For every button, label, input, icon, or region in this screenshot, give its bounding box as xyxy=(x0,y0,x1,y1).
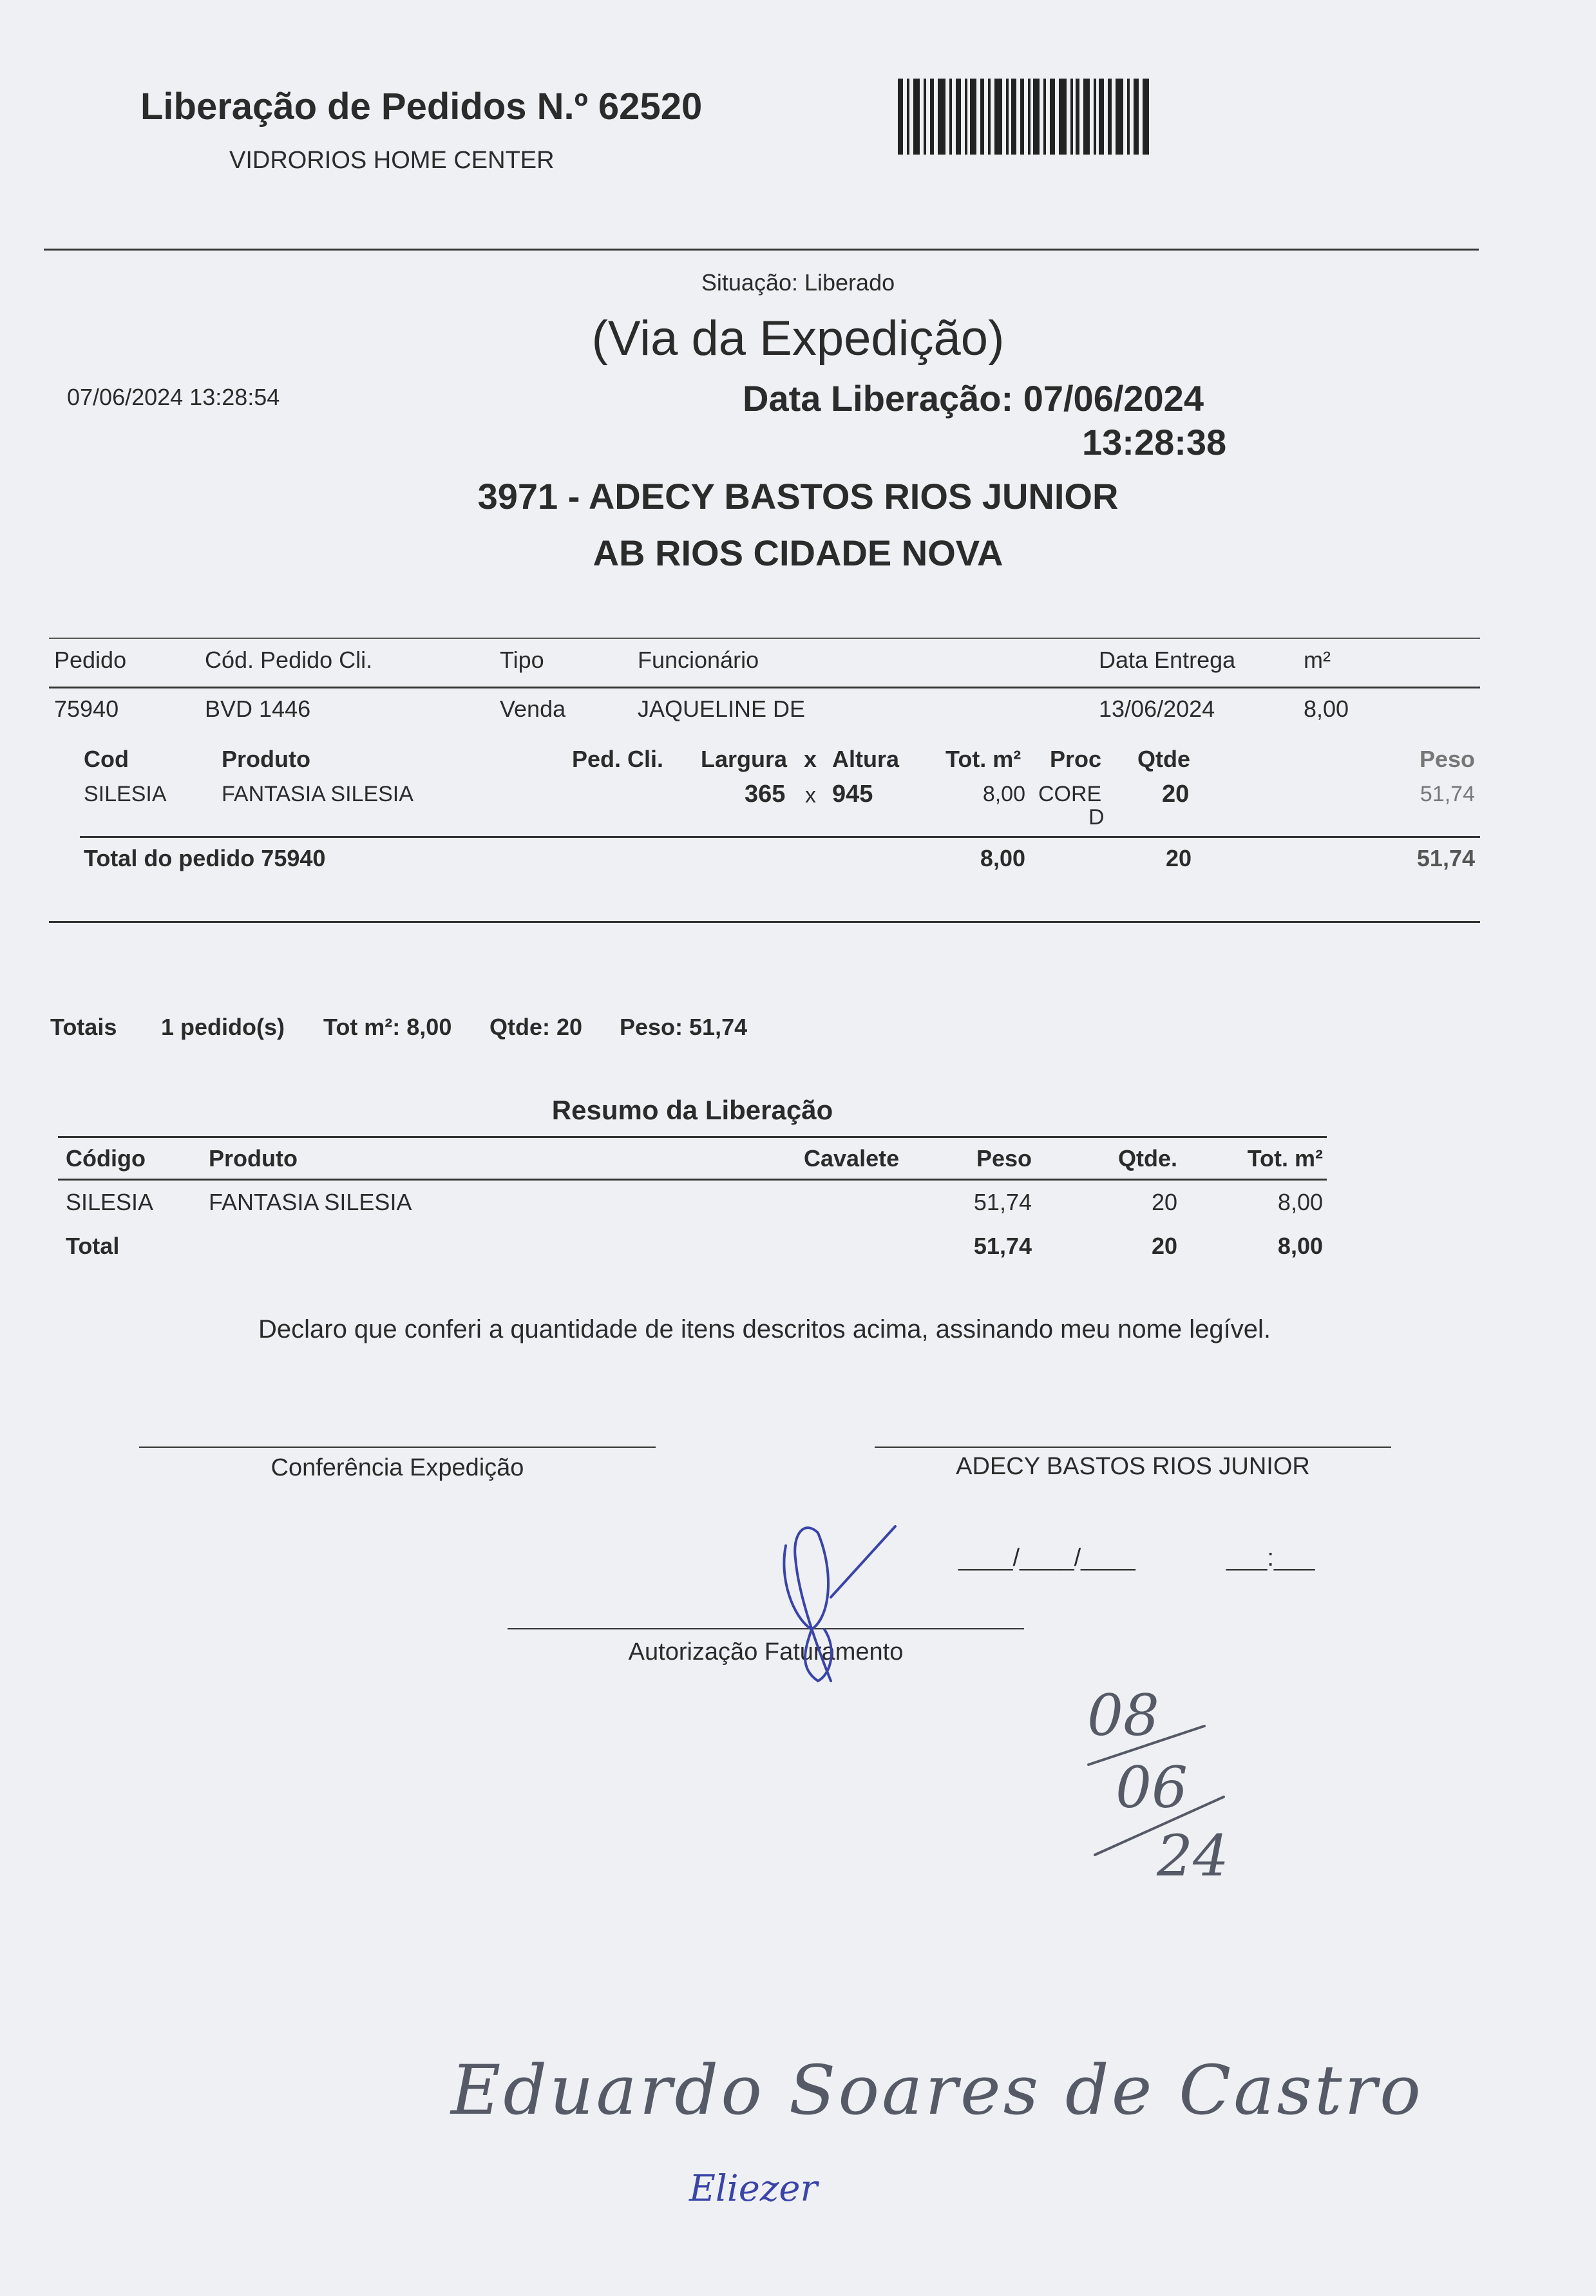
resumo-row-qtde: 20 xyxy=(1151,1189,1177,1215)
autorizacao-signature xyxy=(760,1520,908,1694)
resumo-total-qtde: 20 xyxy=(1151,1233,1177,1259)
col-largura: Largura xyxy=(701,746,788,772)
resumo-col-cavalete: Cavalete xyxy=(804,1145,900,1172)
order-total-m2: 8,00 xyxy=(980,845,1025,871)
totais-label: Totais xyxy=(50,1014,117,1040)
col-altura: Altura xyxy=(832,746,900,772)
barcode xyxy=(898,79,1149,155)
col-tot-m2: Tot. m² xyxy=(945,746,1021,772)
items-total-rule xyxy=(80,836,1480,838)
resumo-row-peso: 51,74 xyxy=(973,1189,1032,1215)
resumo-col-codigo: Código xyxy=(66,1145,146,1172)
conferencia-signature-line xyxy=(139,1447,656,1448)
order-total-qtde: 20 xyxy=(1166,845,1192,871)
item-tot-m2: 8,00 xyxy=(982,782,1025,806)
resumo-total-peso: 51,74 xyxy=(973,1233,1032,1259)
declaration-text: Declaro que conferi a quantidade de itens descritos acima, assinando meu nome legível. xyxy=(258,1315,1271,1343)
item-qtde: 20 xyxy=(1162,781,1190,808)
handwritten-year: 24 xyxy=(1157,1823,1229,1889)
col-tipo: Tipo xyxy=(500,647,544,673)
order-tipo: Venda xyxy=(500,696,566,722)
resumo-col-tot-m2: Tot. m² xyxy=(1247,1145,1323,1172)
header-divider xyxy=(44,249,1479,251)
totais-pedidos: 1 pedido(s) xyxy=(161,1014,285,1040)
client-signature-label: ADECY BASTOS RIOS JUNIOR xyxy=(956,1453,1310,1480)
item-cod: SILESIA xyxy=(84,782,167,806)
resumo-header-rule xyxy=(58,1179,1327,1181)
handwritten-month: 06 xyxy=(1116,1754,1188,1821)
resumo-total-tot-m2: 8,00 xyxy=(1277,1233,1323,1259)
print-datetime: 07/06/2024 13:28:54 xyxy=(67,384,280,410)
resumo-row-codigo: SILESIA xyxy=(66,1189,154,1215)
item-proc-cont: D xyxy=(1088,805,1105,830)
item-largura: 365 xyxy=(745,781,786,808)
status-situacao: Situação: Liberado xyxy=(701,269,895,296)
handwritten-name-signature: Eduardo Soares de Castro xyxy=(451,2051,1423,2130)
conferencia-label: Conferência Expedição xyxy=(271,1454,524,1481)
resumo-title: Resumo da Liberação xyxy=(551,1095,833,1125)
company-name: VIDRORIOS HOME CENTER xyxy=(229,147,555,174)
order-m2: 8,00 xyxy=(1304,696,1349,722)
col-cod: Cod xyxy=(84,746,129,772)
document-title: Liberação de Pedidos N.º 62520 xyxy=(140,86,703,128)
col-m2: m² xyxy=(1304,647,1331,673)
client-store: AB RIOS CIDADE NOVA xyxy=(593,533,1003,573)
autorizacao-label: Autorização Faturamento xyxy=(628,1638,904,1665)
resumo-row-produto: FANTASIA SILESIA xyxy=(209,1189,412,1215)
col-peso: Peso xyxy=(1419,746,1475,772)
col-funcionario: Funcionário xyxy=(638,647,759,673)
col-qtde: Qtde xyxy=(1137,746,1191,772)
order-total-peso: 51,74 xyxy=(1416,845,1475,871)
client-signature-line xyxy=(875,1447,1391,1448)
date-blank: ____/____/____ xyxy=(958,1544,1135,1571)
resumo-col-qtde: Qtde. xyxy=(1117,1145,1177,1172)
item-x: x xyxy=(805,783,816,808)
via-label: (Via da Expedição) xyxy=(591,311,1005,366)
handwritten-date-slashes xyxy=(1069,1687,1237,1893)
order-cod-pedido-cli: BVD 1446 xyxy=(205,696,311,722)
client-name: 3971 - ADECY BASTOS RIOS JUNIOR xyxy=(477,476,1119,517)
item-produto: FANTASIA SILESIA xyxy=(222,782,413,806)
col-data-entrega: Data Entrega xyxy=(1099,647,1236,673)
totais-peso: Peso: 51,74 xyxy=(620,1014,748,1040)
col-produto: Produto xyxy=(222,746,310,772)
item-proc: CORE xyxy=(1038,782,1102,806)
item-peso: 51,74 xyxy=(1420,782,1475,806)
order-pedido: 75940 xyxy=(54,696,119,722)
data-liberacao: Data Liberação: 07/06/2024 xyxy=(743,378,1204,419)
totais-qtde: Qtde: 20 xyxy=(489,1014,583,1040)
resumo-col-peso: Peso xyxy=(976,1145,1032,1172)
order-data-entrega: 13/06/2024 xyxy=(1099,696,1215,722)
col-x: x xyxy=(804,746,817,772)
order-total-label: Total do pedido 75940 xyxy=(84,845,326,871)
resumo-row-tot-m2: 8,00 xyxy=(1277,1189,1323,1215)
resumo-col-produto: Produto xyxy=(209,1145,298,1172)
col-proc: Proc xyxy=(1050,746,1102,772)
resumo-total-label: Total xyxy=(66,1233,120,1259)
handwritten-initials: Eliezer xyxy=(689,2168,818,2210)
item-altura: 945 xyxy=(832,781,873,808)
order-table-header-rule xyxy=(49,687,1480,688)
col-ped-cli: Ped. Cli. xyxy=(572,746,664,772)
resumo-top-rule xyxy=(58,1136,1327,1138)
data-liberacao-time: 13:28:38 xyxy=(1082,422,1227,462)
col-cod-pedido-cli: Cód. Pedido Cli. xyxy=(205,647,373,673)
order-table-top-rule xyxy=(49,638,1480,639)
handwritten-day: 08 xyxy=(1087,1682,1159,1749)
col-pedido: Pedido xyxy=(54,647,127,673)
totais-m2: Tot m²: 8,00 xyxy=(323,1014,452,1040)
time-blank: ___:___ xyxy=(1226,1544,1315,1571)
order-funcionario: JAQUELINE DE xyxy=(638,696,806,722)
order-block-bottom-rule xyxy=(49,921,1480,923)
